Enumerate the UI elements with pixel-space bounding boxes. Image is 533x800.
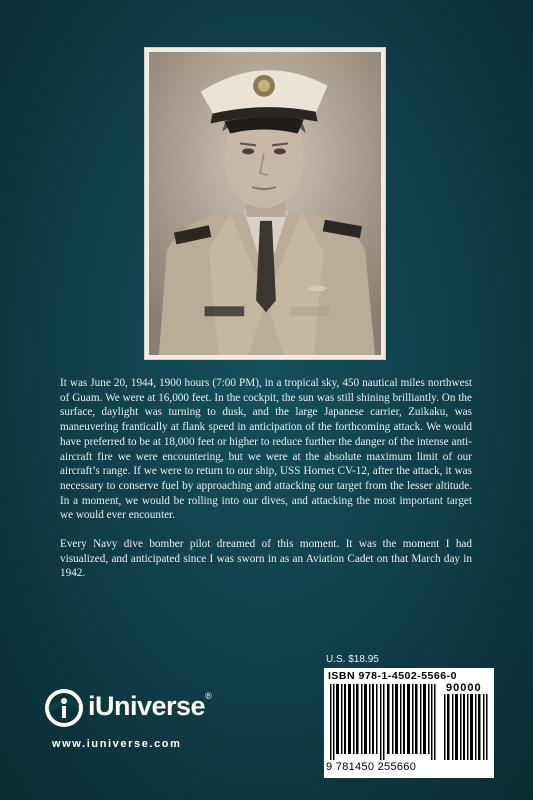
barcode <box>324 668 494 778</box>
publisher-logo <box>44 688 234 728</box>
addon-bars <box>444 694 488 760</box>
author-photo <box>149 52 381 355</box>
author-photo-frame <box>144 47 386 360</box>
back-cover-text <box>60 376 472 595</box>
price-label: U.S. $18.95 <box>326 654 379 665</box>
paragraph-1: It was June 20, 1944, 1900 hours (7:00 PM), in a tropical sky, 450 nautical miles northwest of Guam. We were at 16,000 feet. In the cockpit, the sun was still shining brilliantly. On the surface, daylight was turning to dusk, and the large Japanese carrier, Zuikaku, was maneuvering frantically at flank speed in anticipation of the forthcoming attack. We would have preferred to be at 18,000 feet or higher to reduce further the danger of the intense anti-aircraft fire we were encountering, but we were at the absolute maximum limit of our aircraft’s range. If we were to return to our ship, USS Hornet CV-12, after the attack, it was necessary to conserve fuel by approaching and attacking our target from the lesser altitude. In a moment, we would be rolling into our dives, and attacking the most important target we would ever encounter. <box>60 377 472 522</box>
paragraph-2: Every Navy dive bomber pilot dreamed of this moment. It was the moment I had visualized, and anticipated since I was sworn in as an Aviation Cadet on that March day in 1942. <box>60 538 472 580</box>
iuniverse-swirl-icon <box>44 688 84 728</box>
publisher-name: iUniverse® <box>88 691 212 721</box>
isbn-digits: 9 781450 255660 <box>326 761 417 773</box>
publisher-url: www.iuniverse.com <box>52 738 182 750</box>
addon-number: 90000 <box>446 682 482 694</box>
ean-bars <box>330 684 438 760</box>
isbn-label: ISBN 978-1-4502-5566-0 <box>328 670 457 682</box>
